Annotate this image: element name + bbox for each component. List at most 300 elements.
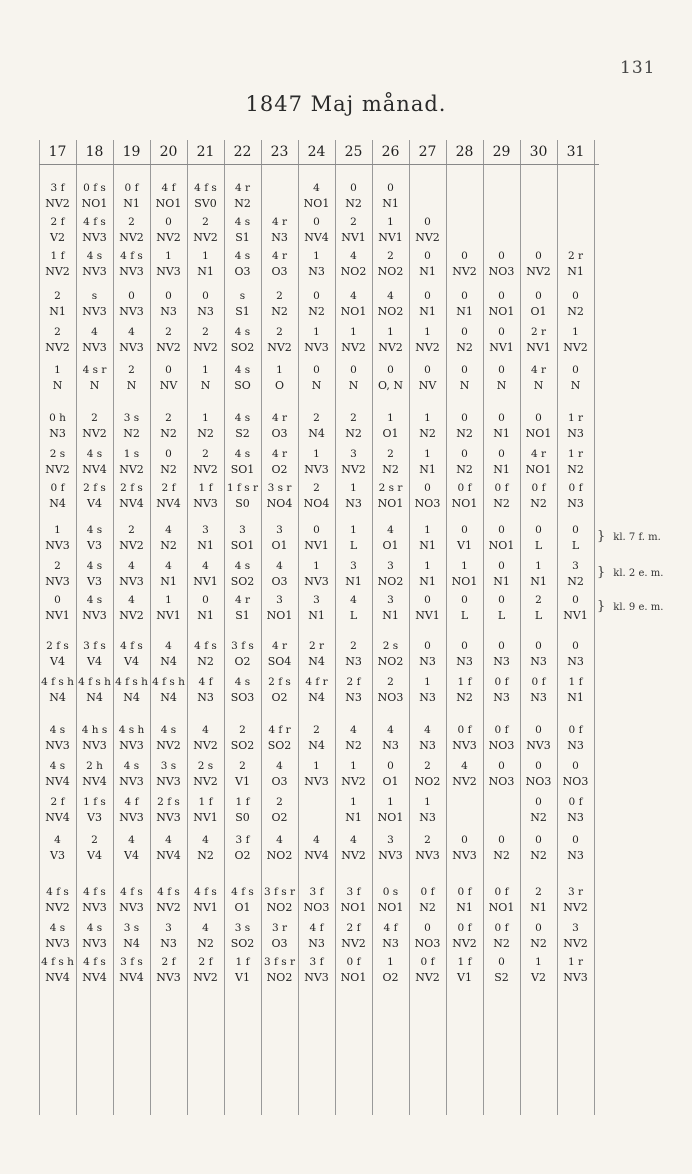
- wind-direction: NV3: [156, 971, 181, 984]
- observation-code: 0: [535, 290, 542, 302]
- observation-code: 0: [424, 922, 431, 934]
- observation-cell: [372, 324, 409, 356]
- wind-direction: NO1: [155, 197, 182, 210]
- wind-direction: NO4: [266, 497, 293, 510]
- wind-direction: NV1: [563, 609, 588, 622]
- observation-cell: [261, 758, 298, 790]
- wind-direction: NV3: [119, 775, 144, 788]
- observation-code: 0 s: [382, 886, 399, 898]
- observation-code: 3 s: [160, 760, 177, 772]
- wind-direction: NV4: [82, 463, 107, 476]
- wind-direction: O3: [271, 937, 288, 950]
- observation-code: 3 f s: [83, 640, 106, 652]
- observation-code: 4 s: [123, 760, 140, 772]
- observation-code: 0: [202, 594, 209, 606]
- wind-direction: V4: [124, 849, 139, 862]
- observation-cell: [335, 288, 372, 320]
- observation-code: 4: [91, 326, 98, 338]
- observation-code: 4: [165, 640, 172, 652]
- observation-cell: [261, 722, 298, 754]
- wind-direction: NV1: [45, 609, 70, 622]
- wind-direction: SO2: [230, 341, 255, 354]
- wind-direction: NV2: [452, 775, 477, 788]
- wind-direction: N4: [308, 427, 325, 440]
- observation-code: 3 s: [123, 412, 140, 424]
- wind-direction: N2: [567, 575, 584, 588]
- observation-code: 4 r: [271, 412, 288, 424]
- wind-direction: N: [311, 379, 322, 392]
- wind-direction: NV: [159, 379, 178, 392]
- observation-cell: [187, 248, 224, 280]
- observation-cell: [187, 522, 224, 554]
- observation-code: 0: [424, 640, 431, 652]
- observation-code: 4 f: [309, 922, 324, 934]
- wind-direction: N: [52, 379, 63, 392]
- observation-cell: [557, 832, 594, 864]
- observation-cell: [261, 674, 298, 706]
- observation-code: 0: [387, 760, 394, 772]
- observation-code: 2 f s: [120, 482, 143, 494]
- wind-direction: NV2: [526, 265, 551, 278]
- observation-cell: [372, 954, 409, 986]
- observation-cell: [298, 480, 335, 512]
- wind-direction: V3: [87, 575, 102, 588]
- observation-cell: [261, 638, 298, 670]
- observation-cell: [409, 324, 446, 356]
- observation-code: 0: [535, 922, 542, 934]
- wind-direction: N: [89, 379, 100, 392]
- observation-code: 4 f s: [231, 886, 254, 898]
- wind-direction: N1: [197, 609, 214, 622]
- wind-direction: N2: [456, 427, 473, 440]
- observation-code: 4: [461, 760, 468, 772]
- observation-cell: [261, 794, 298, 826]
- wind-direction: NV1: [341, 231, 366, 244]
- observation-cell: [113, 592, 150, 624]
- wind-direction: N3: [271, 231, 288, 244]
- observation-cell: [298, 180, 335, 212]
- observation-cell: [39, 214, 76, 246]
- observation-code: 4 r: [271, 640, 288, 652]
- observation-code: 2: [387, 448, 394, 460]
- observation-code: 2: [239, 760, 246, 772]
- observation-cell: [298, 324, 335, 356]
- day-header: 26: [381, 144, 400, 160]
- wind-direction: NV2: [563, 901, 588, 914]
- observation-cell: [76, 884, 113, 916]
- observation-cell: [298, 214, 335, 246]
- wind-direction: NV2: [378, 341, 403, 354]
- observation-code: 0 f: [568, 482, 583, 494]
- wind-direction: NV2: [563, 937, 588, 950]
- page-title: 1847 Maj månad.: [245, 92, 447, 116]
- wind-direction: N1: [197, 539, 214, 552]
- wind-direction: N3: [567, 427, 584, 440]
- observation-code: 1: [54, 364, 61, 376]
- observation-code: 1: [424, 412, 431, 424]
- observation-cell: [76, 180, 113, 212]
- observation-code: 1 r: [567, 412, 584, 424]
- observation-cell: [76, 722, 113, 754]
- day-header: 21: [196, 144, 215, 160]
- observation-cell: [39, 410, 76, 442]
- observation-cell: [335, 214, 372, 246]
- observation-code: 3: [313, 594, 320, 606]
- wind-direction: O1: [382, 427, 399, 440]
- observation-cell: [335, 758, 372, 790]
- observation-code: 4 r: [271, 448, 288, 460]
- wind-direction: NV2: [452, 937, 477, 950]
- observation-cell: [335, 638, 372, 670]
- observation-code: 1: [276, 364, 283, 376]
- observation-code: 4: [128, 560, 135, 572]
- observation-cell: [39, 954, 76, 986]
- observation-code: 4 s: [86, 524, 103, 536]
- observation-code: 4 s: [234, 250, 251, 262]
- observation-cell: [520, 592, 557, 624]
- observation-cell: [520, 362, 557, 394]
- observation-code: 1: [387, 216, 394, 228]
- observation-code: 4: [165, 560, 172, 572]
- wind-direction: NV2: [193, 775, 218, 788]
- wind-direction: N2: [456, 463, 473, 476]
- observation-cell: [409, 558, 446, 590]
- observation-cell: [298, 954, 335, 986]
- observation-cell: [409, 674, 446, 706]
- observation-cell: [150, 288, 187, 320]
- observation-code: 0: [54, 594, 61, 606]
- observation-cell: [113, 722, 150, 754]
- wind-direction: NV4: [45, 775, 70, 788]
- observation-cell: [113, 214, 150, 246]
- observation-cell: [261, 558, 298, 590]
- observation-cell: [557, 920, 594, 952]
- wind-direction: N2: [160, 539, 177, 552]
- wind-direction: NV2: [341, 937, 366, 950]
- observation-cell: [409, 794, 446, 826]
- time-note: [597, 566, 663, 579]
- observation-code: 1: [313, 560, 320, 572]
- wind-direction: NV3: [304, 775, 329, 788]
- observation-cell: [557, 638, 594, 670]
- wind-direction: N2: [567, 463, 584, 476]
- observation-cell: [187, 558, 224, 590]
- observation-code: 4 f s: [157, 886, 180, 898]
- observation-cell: [187, 592, 224, 624]
- observation-code: 1: [350, 796, 357, 808]
- wind-direction: S1: [235, 609, 250, 622]
- observation-cell: [298, 362, 335, 394]
- observation-code: 0: [572, 640, 579, 652]
- observation-cell: [76, 954, 113, 986]
- observation-code: 4 s: [234, 448, 251, 460]
- observation-code: 3: [165, 922, 172, 934]
- day-header: 17: [48, 144, 67, 160]
- wind-direction: O3: [234, 265, 251, 278]
- observation-code: 1: [202, 364, 209, 376]
- observation-cell: [446, 248, 483, 280]
- wind-direction: N2: [308, 305, 325, 318]
- observation-cell: [113, 446, 150, 478]
- observation-cell: [150, 446, 187, 478]
- observation-cell: [520, 288, 557, 320]
- observation-cell: [113, 558, 150, 590]
- observation-code: 0: [498, 250, 505, 262]
- wind-direction: N2: [567, 305, 584, 318]
- observation-code: 4 s: [86, 448, 103, 460]
- wind-direction: O3: [271, 265, 288, 278]
- wind-direction: N2: [493, 937, 510, 950]
- observation-cell: [224, 638, 261, 670]
- wind-direction: NO3: [414, 497, 441, 510]
- observation-code: 4: [424, 724, 431, 736]
- observation-cell: [113, 794, 150, 826]
- observation-cell: [224, 920, 261, 952]
- wind-direction: N2: [345, 739, 362, 752]
- observation-code: 0: [498, 956, 505, 968]
- observation-cell: [335, 362, 372, 394]
- wind-direction: V1: [235, 775, 250, 788]
- observation-cell: [557, 794, 594, 826]
- wind-direction: N2: [530, 937, 547, 950]
- observation-cell: [261, 248, 298, 280]
- observation-code: 0: [572, 760, 579, 772]
- observation-cell: [335, 884, 372, 916]
- observation-code: 4 f: [124, 796, 139, 808]
- wind-direction: N1: [419, 265, 436, 278]
- observation-code: 0: [387, 182, 394, 194]
- wind-direction: NO3: [488, 265, 515, 278]
- observation-code: 1: [313, 250, 320, 262]
- wind-direction: NO3: [377, 691, 404, 704]
- wind-direction: NV3: [82, 341, 107, 354]
- observation-code: 1: [350, 760, 357, 772]
- observation-cell: [520, 558, 557, 590]
- wind-direction: NV1: [193, 575, 218, 588]
- wind-direction: NO1: [451, 575, 478, 588]
- day-header: 27: [418, 144, 437, 160]
- observation-cell: [224, 558, 261, 590]
- observation-cell: [150, 920, 187, 952]
- wind-direction: NV2: [415, 341, 440, 354]
- observation-cell: [224, 214, 261, 246]
- wind-direction: N4: [160, 655, 177, 668]
- observation-code: 4 r: [234, 594, 251, 606]
- observation-cell: [372, 522, 409, 554]
- observation-code: 3 f: [235, 834, 250, 846]
- wind-direction: O3: [271, 427, 288, 440]
- observation-code: 1: [350, 326, 357, 338]
- wind-direction: NO2: [377, 575, 404, 588]
- wind-direction: V1: [457, 539, 472, 552]
- wind-direction: V1: [457, 971, 472, 984]
- observation-code: 1 f: [50, 250, 65, 262]
- observation-cell: [224, 884, 261, 916]
- observation-cell: [409, 758, 446, 790]
- observation-code: s: [239, 290, 246, 302]
- observation-cell: [187, 884, 224, 916]
- wind-direction: N2: [123, 427, 140, 440]
- observation-cell: [150, 248, 187, 280]
- observation-cell: [483, 288, 520, 320]
- wind-direction: N3: [493, 655, 510, 668]
- observation-cell: [557, 884, 594, 916]
- observation-code: 0 f: [494, 676, 509, 688]
- wind-direction: N1: [419, 575, 436, 588]
- observation-code: 0: [498, 448, 505, 460]
- wind-direction: NO1: [303, 197, 330, 210]
- observation-code: 4: [387, 290, 394, 302]
- observation-cell: [224, 410, 261, 442]
- observation-code: 2: [350, 640, 357, 652]
- observation-code: 2 f s: [46, 640, 69, 652]
- observation-cell: [372, 410, 409, 442]
- observation-code: 0 f: [494, 922, 509, 934]
- observation-cell: [372, 248, 409, 280]
- wind-direction: NV2: [156, 231, 181, 244]
- observation-cell: [150, 884, 187, 916]
- wind-direction: N1: [456, 901, 473, 914]
- observation-code: 4 s r: [82, 364, 107, 376]
- brace-icon: }: [597, 529, 606, 544]
- observation-cell: [261, 920, 298, 952]
- wind-direction: NO2: [377, 305, 404, 318]
- wind-direction: NV3: [82, 609, 107, 622]
- observation-code: 0 f: [50, 482, 65, 494]
- observation-cell: [39, 522, 76, 554]
- observation-cell: [150, 480, 187, 512]
- observation-cell: [261, 288, 298, 320]
- wind-direction: V3: [87, 811, 102, 824]
- observation-cell: [187, 758, 224, 790]
- observation-cell: [76, 214, 113, 246]
- observation-cell: [446, 558, 483, 590]
- observation-code: 4 f: [198, 676, 213, 688]
- wind-direction: S2: [235, 427, 250, 440]
- observation-code: 3 f: [309, 886, 324, 898]
- observation-cell: [409, 480, 446, 512]
- wind-direction: NV3: [82, 739, 107, 752]
- observation-code: 0: [128, 290, 135, 302]
- day-header: 24: [307, 144, 326, 160]
- observation-code: 0 f: [568, 724, 583, 736]
- wind-direction: N4: [49, 497, 66, 510]
- observation-cell: [409, 920, 446, 952]
- observation-code: 4 f: [383, 922, 398, 934]
- observation-cell: [446, 674, 483, 706]
- observation-code: 0 f: [457, 482, 472, 494]
- observation-cell: [409, 832, 446, 864]
- observation-cell: [39, 638, 76, 670]
- observation-cell: [483, 758, 520, 790]
- observation-cell: [372, 674, 409, 706]
- wind-direction: V2: [50, 231, 65, 244]
- observation-cell: [187, 638, 224, 670]
- wind-direction: NV3: [45, 739, 70, 752]
- observation-code: 1: [350, 524, 357, 536]
- observation-code: 0: [535, 724, 542, 736]
- observation-code: 1 f: [235, 796, 250, 808]
- observation-code: 2 f: [346, 676, 361, 688]
- observation-cell: [39, 884, 76, 916]
- day-header: 19: [122, 144, 141, 160]
- wind-direction: N3: [49, 427, 66, 440]
- observation-code: 1: [424, 448, 431, 460]
- observation-cell: [446, 362, 483, 394]
- wind-direction: NV2: [45, 341, 70, 354]
- wind-direction: NV2: [156, 341, 181, 354]
- observation-cell: [557, 674, 594, 706]
- observation-cell: [224, 522, 261, 554]
- observation-cell: [150, 638, 187, 670]
- observation-code: 4: [165, 524, 172, 536]
- wind-direction: N3: [308, 937, 325, 950]
- observation-cell: [261, 592, 298, 624]
- wind-direction: N2: [419, 427, 436, 440]
- observation-code: 0: [572, 834, 579, 846]
- observation-code: 0: [387, 364, 394, 376]
- observation-code: 0: [498, 760, 505, 772]
- observation-code: 4 f s h: [152, 676, 185, 688]
- wind-direction: NO2: [266, 849, 293, 862]
- day-header: 29: [492, 144, 511, 160]
- observation-cell: [446, 522, 483, 554]
- observation-cell: [372, 214, 409, 246]
- observation-cell: [372, 362, 409, 394]
- observation-cell: [113, 884, 150, 916]
- observation-code: 4 f s h: [78, 676, 111, 688]
- observation-code: 4 s: [234, 326, 251, 338]
- observation-cell: [520, 522, 557, 554]
- observation-code: 0: [572, 524, 579, 536]
- wind-direction: O1: [382, 775, 399, 788]
- observation-cell: [409, 638, 446, 670]
- observation-cell: [150, 794, 187, 826]
- observation-code: 2: [202, 448, 209, 460]
- observation-code: 1 f: [235, 956, 250, 968]
- day-header: 22: [233, 144, 252, 160]
- observation-code: 1: [165, 250, 172, 262]
- observation-code: 2: [128, 524, 135, 536]
- observation-code: 4 s: [49, 922, 66, 934]
- wind-direction: L: [534, 539, 543, 552]
- wind-direction: NV3: [193, 497, 218, 510]
- observation-code: 2 r: [308, 640, 325, 652]
- observation-code: 3 f s: [231, 640, 254, 652]
- observation-code: 4 f s: [46, 886, 69, 898]
- observation-cell: [409, 446, 446, 478]
- wind-direction: L: [349, 539, 358, 552]
- observation-cell: [520, 248, 557, 280]
- observation-cell: [76, 446, 113, 478]
- wind-direction: NV2: [45, 265, 70, 278]
- wind-direction: NV2: [341, 463, 366, 476]
- observation-cell: [76, 522, 113, 554]
- observation-code: 4: [128, 326, 135, 338]
- observation-cell: [298, 884, 335, 916]
- wind-direction: V2: [531, 971, 546, 984]
- observation-cell: [76, 480, 113, 512]
- observation-code: 4 f s: [83, 216, 106, 228]
- observation-code: 0: [350, 364, 357, 376]
- observation-code: 3: [572, 560, 579, 572]
- observation-cell: [483, 638, 520, 670]
- observation-code: 4: [202, 834, 209, 846]
- wind-direction: NV3: [378, 849, 403, 862]
- observation-cell: [520, 832, 557, 864]
- observation-cell: [335, 446, 372, 478]
- observation-code: 4 r: [530, 364, 547, 376]
